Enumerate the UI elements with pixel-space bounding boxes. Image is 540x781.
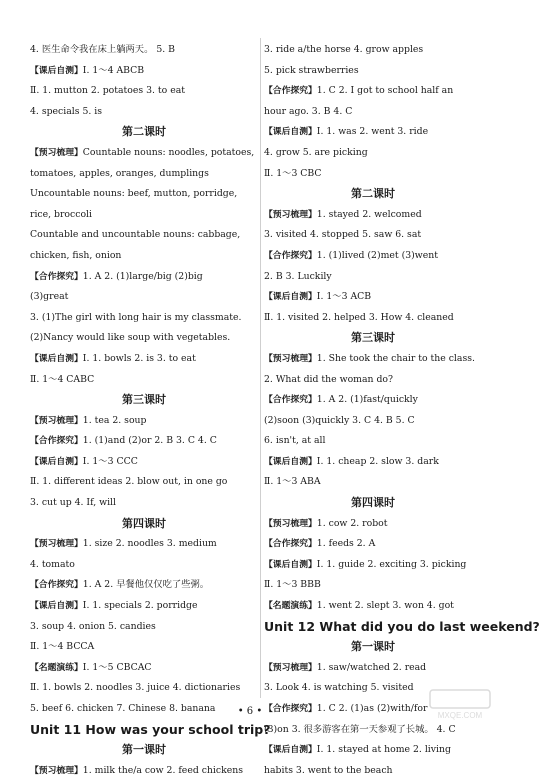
section-tag: 【课后自测】 — [30, 456, 83, 467]
answer-line: rice, broccoli — [30, 208, 92, 220]
answer-line: 4. tomato — [30, 558, 75, 570]
answer-line — [264, 596, 482, 617]
answer-line: Ⅱ. 1. mutton 2. potatoes 3. to eat — [30, 85, 185, 97]
answer-text: 1. cow 2. robot — [316, 517, 388, 529]
section-tag: 【名题演练】 — [264, 601, 317, 612]
page-number: • 6 • — [237, 706, 263, 717]
section-tag: 【预习梳理】 — [264, 662, 317, 673]
section-tag: 【名题演练】 — [30, 662, 83, 673]
answer-line — [264, 246, 482, 267]
answer-line: Ⅱ. 1～3 BBB — [264, 579, 321, 591]
answer-line: 3. (1)The girl with long hair is my classmate. — [30, 311, 242, 323]
answer-text: 1. size 2. noodles 3. medium — [82, 538, 217, 550]
section-tag: 【预习梳理】 — [264, 209, 317, 220]
answer-line: chicken, fish, onion — [30, 249, 122, 261]
answer-line — [264, 287, 482, 308]
answer-line — [30, 431, 258, 452]
answer-text: 1. C 2. I got to school half an — [316, 85, 454, 97]
section-heading: 第三课时 — [351, 331, 395, 345]
answer-line: 4. specials 5. is — [30, 105, 103, 117]
section-heading: 第一课时 — [122, 743, 166, 757]
answer-text: 1. (1)lived (2)met (3)went — [316, 249, 438, 261]
answer-line — [264, 205, 482, 226]
answer-line — [264, 81, 482, 102]
section-tag: 【预习梳理】 — [264, 353, 317, 364]
answer-text: Ⅰ. 1～4 ABCB — [82, 64, 145, 76]
section-tag: 【合作探究】 — [264, 704, 317, 714]
section-tag: 【预习梳理】 — [30, 765, 83, 776]
answer-line: 5. beef 6. chicken 7. Chinese 8. banana — [30, 703, 216, 714]
answer-line: Ⅱ. 1～3 ABA — [264, 476, 321, 488]
answer-line — [30, 596, 258, 617]
answer-line: Ⅱ. 1. different ideas 2. blow out, in one go — [30, 476, 228, 488]
answer-line: 4. 医生命令我在床上躺两天。 5. B — [30, 44, 176, 55]
answer-text: 1. tea 2. soup — [82, 414, 147, 426]
answer-line: Ⅱ. 1～4 BCCA — [30, 641, 95, 653]
section-tag: 【合作探究】 — [30, 580, 83, 591]
section-tag: 【合作探究】 — [30, 271, 83, 282]
answer-line — [264, 658, 482, 679]
answer-line: tomatoes, apples, oranges, dumplings — [30, 167, 209, 179]
section-tag: 【预习梳理】 — [264, 518, 317, 529]
answer-text: 1. milk the/a cow 2. feed chickens — [82, 764, 243, 776]
answer-text: Ⅰ. 1～5 CBCAC — [82, 661, 152, 673]
section-tag: 【合作探究】 — [264, 250, 317, 261]
answer-line — [30, 143, 258, 164]
answer-text: Ⅰ. 1. specials 2. porridge — [82, 600, 198, 612]
answer-text: Countable nouns: noodles, potatoes, — [82, 146, 255, 158]
answer-line: hour ago. 3. B 4. C — [264, 105, 353, 117]
answer-text: 1. feeds 2. A — [316, 538, 376, 550]
section-heading: 第三课时 — [122, 393, 166, 407]
section-tag: 【课后自测】 — [264, 559, 317, 570]
answer-text: 1. C 2. (1)as (2)with/for — [316, 703, 428, 714]
answer-line — [264, 514, 482, 535]
section-tag: 【课后自测】 — [264, 456, 317, 467]
answer-text: 1. stayed 2. welcomed — [316, 208, 422, 220]
watermark-text: MXQE.COM — [437, 711, 483, 720]
answer-text: Ⅰ. 1～3 CCC — [82, 455, 138, 467]
answer-line: (2)soon (3)quickly 3. C 4. B 5. C — [264, 414, 415, 426]
answer-line: habits 3. went to the beach — [264, 764, 393, 776]
answer-line — [30, 267, 258, 288]
section-heading: 第一课时 — [351, 640, 395, 654]
answer-line: Uncountable nouns: beef, mutton, porridge, — [30, 188, 238, 200]
answer-line — [30, 411, 258, 432]
answer-line: Countable and uncountable nouns: cabbage, — [30, 229, 241, 241]
answer-line: 3. Look 4. is watching 5. visited — [264, 682, 414, 694]
section-tag: 【合作探究】 — [264, 539, 317, 550]
answer-line — [30, 761, 258, 781]
answer-line: 3. cut up 4. If, will — [30, 497, 117, 509]
section-tag: 【课后自测】 — [264, 745, 317, 756]
watermark-logo — [428, 688, 492, 722]
answer-line: 3. soup 4. onion 5. candies — [30, 620, 156, 632]
answer-text: Ⅰ. 1. was 2. went 3. ride — [316, 126, 429, 138]
answer-line: 3. ride a/the horse 4. grow apples — [264, 44, 424, 55]
answer-text: 1. She took the chair to the class. — [316, 352, 475, 364]
answer-text: 1. saw/watched 2. read — [316, 661, 427, 673]
unit-title: Unit 12 What did you do last weekend? — [264, 618, 540, 634]
section-tag: 【合作探究】 — [264, 395, 317, 406]
answer-text: 1. (1)and (2)or 2. B 3. C 4. C — [82, 435, 217, 447]
column-divider — [260, 38, 261, 698]
answer-text: Ⅰ. 1. guide 2. exciting 3. picking — [316, 558, 467, 570]
answer-line: Ⅱ. 1. visited 2. helped 3. How 4. cleaned — [264, 311, 454, 323]
answer-line: 4. grow 5. are picking — [264, 146, 368, 158]
answer-line — [264, 349, 482, 370]
answer-line — [264, 390, 482, 411]
section-tag: 【预习梳理】 — [30, 147, 83, 158]
answer-line — [30, 534, 258, 555]
section-tag: 【课后自测】 — [30, 353, 83, 364]
answer-text: Ⅰ. 1. cheap 2. slow 3. dark — [316, 455, 439, 467]
answer-line: 3. visited 4. stopped 5. saw 6. sat — [264, 229, 422, 241]
section-tag: 【课后自测】 — [264, 127, 317, 138]
answer-text: 1. A 2. 早餐他仅仅吃了些粥。 — [82, 579, 210, 591]
answer-line: (3)on 3. 很多游客在第一天参观了长城。 4. C — [264, 723, 456, 735]
answer-text: 1. went 2. slept 3. won 4. got — [316, 600, 454, 612]
section-heading: 第二课时 — [122, 125, 166, 139]
answer-line — [30, 575, 258, 596]
answer-text: Ⅰ. 1～3 ACB — [316, 291, 372, 303]
section-tag: 【合作探究】 — [264, 86, 317, 97]
answer-line: 2. B 3. Luckily — [264, 270, 332, 282]
answer-text: Ⅰ. 1. bowls 2. is 3. to eat — [82, 352, 196, 364]
answer-line — [264, 452, 482, 473]
answer-line — [30, 658, 258, 679]
section-tag: 【合作探究】 — [30, 436, 83, 447]
answer-text: 1. A 2. (1)large/big (2)big — [82, 270, 203, 282]
section-heading: 第四课时 — [351, 496, 395, 510]
section-tag: 【预习梳理】 — [30, 539, 83, 550]
answer-line: (2)Nancy would like soup with vegetables. — [30, 332, 231, 344]
answer-line — [30, 452, 258, 473]
section-tag: 【课后自测】 — [264, 292, 317, 303]
unit-title: Unit 11 How was your school trip? — [30, 721, 271, 737]
answer-line — [30, 349, 258, 370]
answer-line — [264, 555, 482, 576]
section-tag: 【课后自测】 — [30, 65, 83, 76]
answer-line: 6. isn't, at all — [264, 435, 326, 447]
answer-line: 2. What did the woman do? — [264, 373, 394, 385]
section-tag: 【课后自测】 — [30, 601, 83, 612]
answer-line: (3)great — [30, 291, 69, 303]
answer-line — [264, 740, 482, 761]
section-tag: 【预习梳理】 — [30, 415, 83, 426]
answer-line: Ⅱ. 1. bowls 2. noodles 3. juice 4. dictionaries — [30, 682, 241, 694]
answer-line: 5. pick strawberries — [264, 64, 359, 76]
section-heading: 第四课时 — [122, 516, 166, 530]
answer-line — [264, 122, 482, 143]
left-column — [30, 40, 271, 781]
answer-line — [264, 534, 482, 555]
answer-text: Ⅰ. 1. stayed at home 2. living — [316, 744, 451, 756]
answer-line — [30, 61, 258, 82]
answer-text: 1. A 2. (1)fast/quickly — [316, 394, 418, 406]
right-column — [264, 40, 540, 781]
answer-line: Ⅱ. 1～4 CABC — [30, 373, 95, 385]
section-heading: 第二课时 — [351, 187, 395, 201]
answer-line: Ⅱ. 1～3 CBC — [264, 167, 322, 179]
